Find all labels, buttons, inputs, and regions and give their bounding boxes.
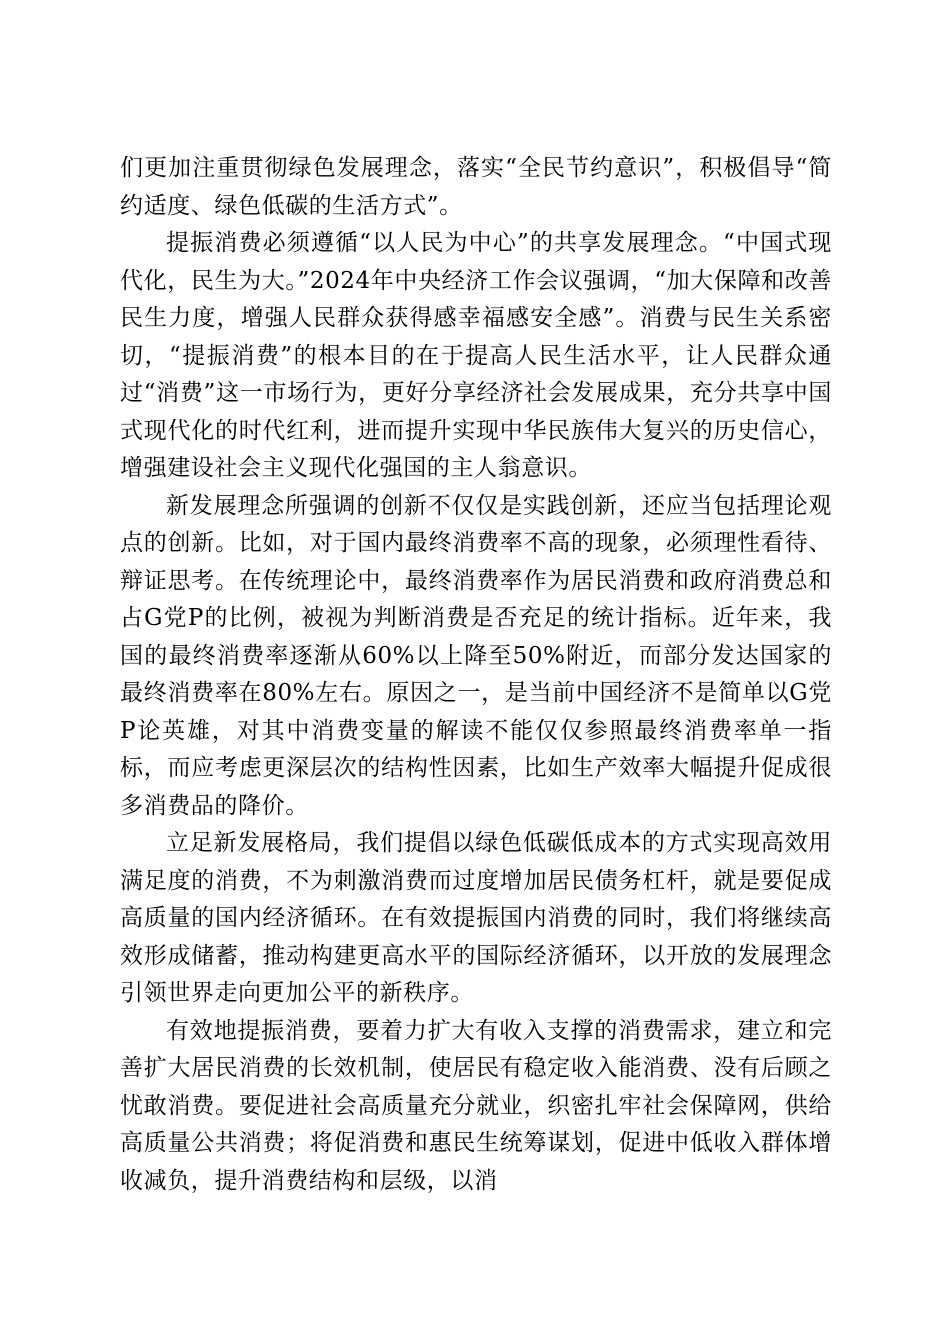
- paragraph-theory-innovation: 新发展理念所强调的创新不仅仅是实践创新，还应当包括理论观点的创新。比如，对于国内最终消费率不高的现象，必须理性看待、辩证思考。在传统理论中，最终消费率作为居民消费和政府消费总和占G党P的比例，被视为判断消费是否充足的统计指标。近年来，我国的最终消费率逐渐从60%以上降至50%附近，而部分发达国家的最终消费率在80%左右。原因之一，是当前中国经济不是简单以G党P论英雄，对其中消费变量的解读不能仅仅参照最终消费率单一指标，而应考虑更深层次的结构性因素，比如生产效率大幅提升促成很多消费品的降价。: [120, 492, 832, 819]
- paragraph-shared-development: 提振消费必须遵循“以人民为中心”的共享发展理念。“中国式现代化，民生为大。”2024年中央经济工作会议强调，“加大保障和改善民生力度，增强人民群众获得感幸福感安全感”。消费与民生关系密切，“提振消费”的根本目的在于提高人民生活水平，让人民群众通过“消费”这一市场行为，更好分享经济社会发展成果，充分共享中国式现代化的时代红利，进而提升实现中华民族伟大复兴的历史信心，增强建设社会主义现代化强国的主人翁意识。: [120, 230, 832, 481]
- paragraph-new-development-pattern: 立足新发展格局，我们提倡以绿色低碳低成本的方式实现高效用满足度的消费，不为刺激消费而过度增加居民债务杠杆，就是要促成高质量的国内经济循环。在有效提振国内消费的同时，我们将继续高效形成储蓄，推动构建更高水平的国际经济循环，以开放的发展理念引领世界走向更加公平的新秩序。: [120, 830, 832, 1006]
- paragraph-continuation: 们更加注重贯彻绿色发展理念，落实“全民节约意识”，积极倡导“简约适度、绿色低碳的生活方式”。: [120, 155, 832, 219]
- body-text: [120, 150, 832, 1200]
- paragraph-boost-consumption: 有效地提振消费，要着力扩大有收入支撑的消费需求，建立和完善扩大居民消费的长效机制，使居民有稳定收入能消费、没有后顾之忧敢消费。要促进社会高质量充分就业，织密扎牢社会保障网，供给高质量公共消费；将促消费和惠民生统筹谋划，促进中低收入群体增收减负，提升消费结构和层级，以消: [120, 1017, 832, 1194]
